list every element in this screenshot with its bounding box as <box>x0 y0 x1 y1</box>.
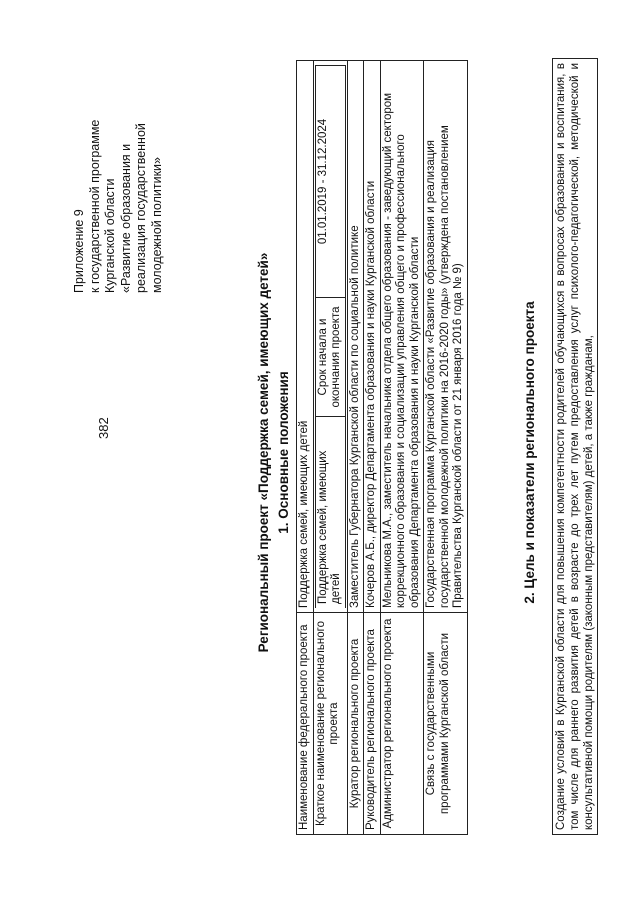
row-value: Мельникова М.А., заместитель начальника отдела общего образования - заведующий сектором коррекционного образования и социализации управления общего и профессионального образования Департамента образования и науки Курганской области <box>380 61 424 613</box>
term-label: Срок начала и окончания проекта <box>315 298 345 417</box>
row-value-composite <box>313 61 347 613</box>
row-value: Поддержка семей, имеющих детей <box>315 417 345 609</box>
appendix-line: Курганской области <box>103 178 117 293</box>
section-heading-goals: 2. Цель и показатели регионального проекта <box>522 301 537 604</box>
table-row <box>297 61 314 835</box>
row-value: Заместитель Губернатора Курганской области по социальной политике <box>347 61 364 613</box>
row-label: Куратор регионального проекта <box>347 613 364 835</box>
row-label: Руководитель регионального проекта <box>364 613 381 835</box>
appendix-line: Приложение 9 <box>72 209 86 293</box>
appendix-line: реализация государственной <box>134 123 148 293</box>
appendix-note <box>72 63 165 293</box>
section-heading-main: 1. Основные положения <box>276 371 291 534</box>
term-value: 01.01.2019 - 31.12.2024 <box>315 66 345 298</box>
table-row <box>313 61 347 835</box>
row-label: Наименование федерального проекта <box>297 613 314 835</box>
row-label: Администратор регионального проекта <box>380 613 424 835</box>
table-row <box>364 61 381 835</box>
row-label: Связь с государственными программами Курганской области <box>424 613 468 835</box>
page-number: 382 <box>96 417 111 439</box>
appendix-line: «Развитие образования и <box>118 143 133 293</box>
table-row <box>347 61 364 835</box>
table-row <box>424 61 468 835</box>
table-row <box>380 61 424 835</box>
row-value: Государственная программа Курганской области «Развитие образования и реализация государственной молодежной политики на 2016-2020 годы» (утверждена постановлением Правительства Курганской области от 21 января 2016 года № 9) <box>424 61 468 613</box>
row-label: Краткое наименование регионального проекта <box>313 613 347 835</box>
goal-text-box: Создание условий в Курганской области для повышения компетентности родителей обучающихся в вопросах образования и воспитания, в том числе для раннего развития детей в возрасте до трех лет путем предоставления услуг психолого-педагогической, методической и консультативной помощи родителям (законным представителям) детей, а также гражданам, <box>552 58 598 835</box>
row-value: Поддержка семей, имеющих детей <box>297 61 314 613</box>
row-value: Кочеров А.Б., директор Департамента образования и науки Курганской области <box>364 61 381 613</box>
document-title: Региональный проект «Поддержка семей, имеющих детей» <box>256 252 271 653</box>
appendix-line: молодежной политики» <box>149 157 164 293</box>
project-info-table <box>296 60 468 835</box>
appendix-line: к государственной программе <box>87 119 102 293</box>
